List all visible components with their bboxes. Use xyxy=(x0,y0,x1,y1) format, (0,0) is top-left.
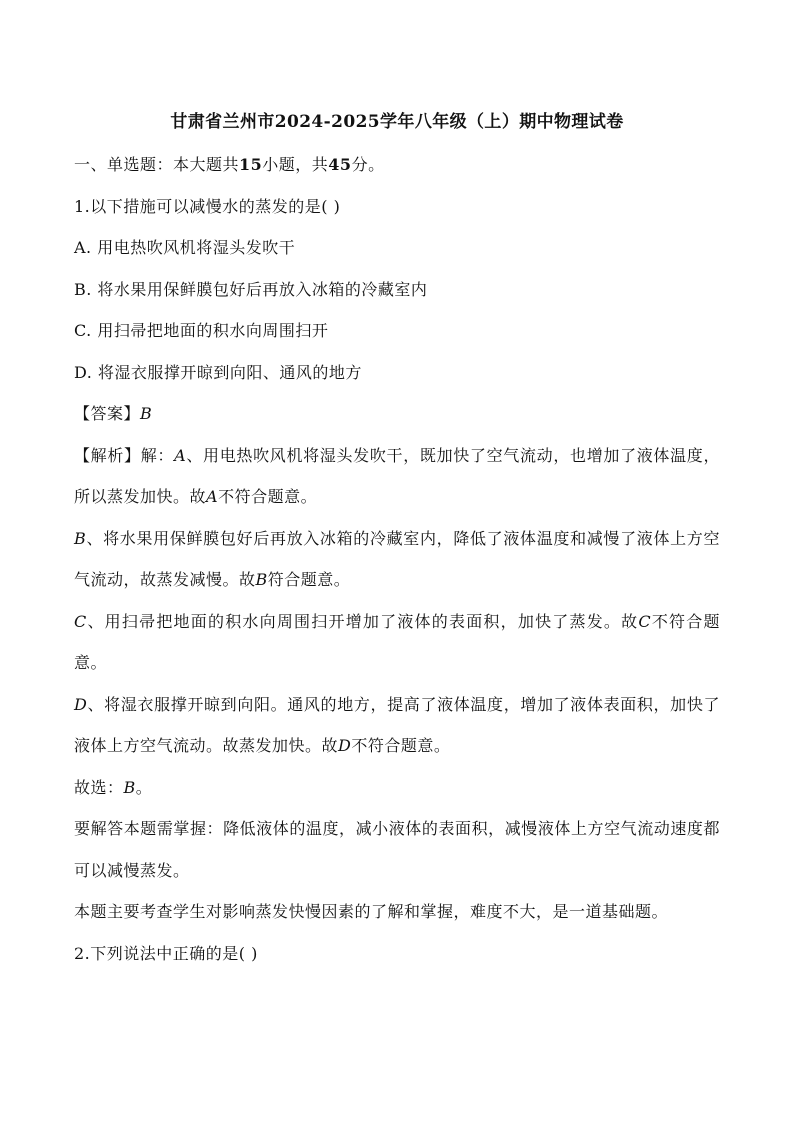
section-suffix: 分。 xyxy=(351,155,385,174)
question-1-option-a: A. 用电热吹风机将湿头发吹干 xyxy=(74,238,296,257)
page-title: 甘肃省兰州市2024-2025学年八年级（上）期中物理试卷 xyxy=(170,112,624,132)
page-content xyxy=(74,102,720,974)
section-prefix: 一、单选题：本大题共 xyxy=(74,155,240,174)
section-mid: 小题，共 xyxy=(262,155,329,174)
choose-letter: B xyxy=(123,777,136,797)
analysis-c-text: 、用扫帚把地面的积水向周围扫开增加了液体的表面积，加快了蒸发。故 xyxy=(86,611,639,631)
answer-line xyxy=(74,393,720,435)
section-heading xyxy=(74,144,720,186)
analysis-c-letter-2: C xyxy=(638,611,652,631)
question-1-option-d: D. 将湿衣服撑开晾到向阳、通风的地方 xyxy=(74,362,362,382)
analysis-c-end: 不符合题意。 xyxy=(74,611,720,672)
analysis-a-text: 、用电热吹风机将湿头发吹干，既加快了空气流动，也增加了液体温度，所以蒸发加快。故 xyxy=(74,445,720,506)
choose-prefix: 故选： xyxy=(74,777,124,797)
question-1-stem: 1.以下措施可以减慢水的蒸发的是( ) xyxy=(74,196,341,216)
analysis-b xyxy=(74,518,720,601)
choose-end: 。 xyxy=(135,777,153,797)
question-count: 15 xyxy=(239,155,263,174)
question-1-option-c: C. 用扫帚把地面的积水向周围扫开 xyxy=(74,321,329,340)
analysis-a-prefix: 解： xyxy=(140,445,175,465)
question-1-option-b: B. 将水果用保鲜膜包好后再放入冰箱的冷藏室内 xyxy=(74,279,428,299)
analysis-label: 【解析】 xyxy=(74,445,141,465)
analysis-b-letter-2: B xyxy=(255,570,268,589)
choose-line xyxy=(74,767,720,809)
total-score: 45 xyxy=(328,155,352,174)
analysis-d-letter: D xyxy=(74,694,88,714)
analysis-d-text: 、将湿衣服撑开晾到向阳。通风的地方，提高了液体温度，增加了液体表面积，加快了液体上方空气流动。故蒸发加快。故 xyxy=(74,694,720,755)
analysis-a-end: 不符合题意。 xyxy=(218,487,318,506)
analysis-c-letter: C xyxy=(74,611,87,631)
analysis-a xyxy=(74,435,720,518)
analysis-c xyxy=(74,601,720,684)
question-2-stem: 2.下列说法中正确的是( ) xyxy=(74,943,258,963)
analysis-d-end: 不符合题意。 xyxy=(351,736,451,755)
analysis-a-letter-2: A xyxy=(206,487,219,506)
analysis-b-text: 、将水果用保鲜膜包好后再放入冰箱的冷藏室内，降低了液体温度和减慢了液体上方空气流动，故蒸发减慢。故 xyxy=(74,528,720,589)
analysis-d-letter-2: D xyxy=(338,736,352,755)
answer-label: 【答案】 xyxy=(74,404,141,423)
analysis-a-letter: A xyxy=(174,445,187,465)
answer-value: B xyxy=(140,404,153,423)
analysis-b-end: 符合题意。 xyxy=(267,570,351,589)
analysis-b-letter: B xyxy=(74,528,87,548)
analysis-note: 本题主要考查学生对影响蒸发快慢因素的了解和掌握，难度不大，是一道基础题。 xyxy=(74,902,669,921)
analysis-summary: 要解答本题需掌握：降低液体的温度，减小液体的表面积，减慢液体上方空气流动速度都可以减慢蒸发。 xyxy=(74,819,720,880)
analysis-d xyxy=(74,684,720,767)
